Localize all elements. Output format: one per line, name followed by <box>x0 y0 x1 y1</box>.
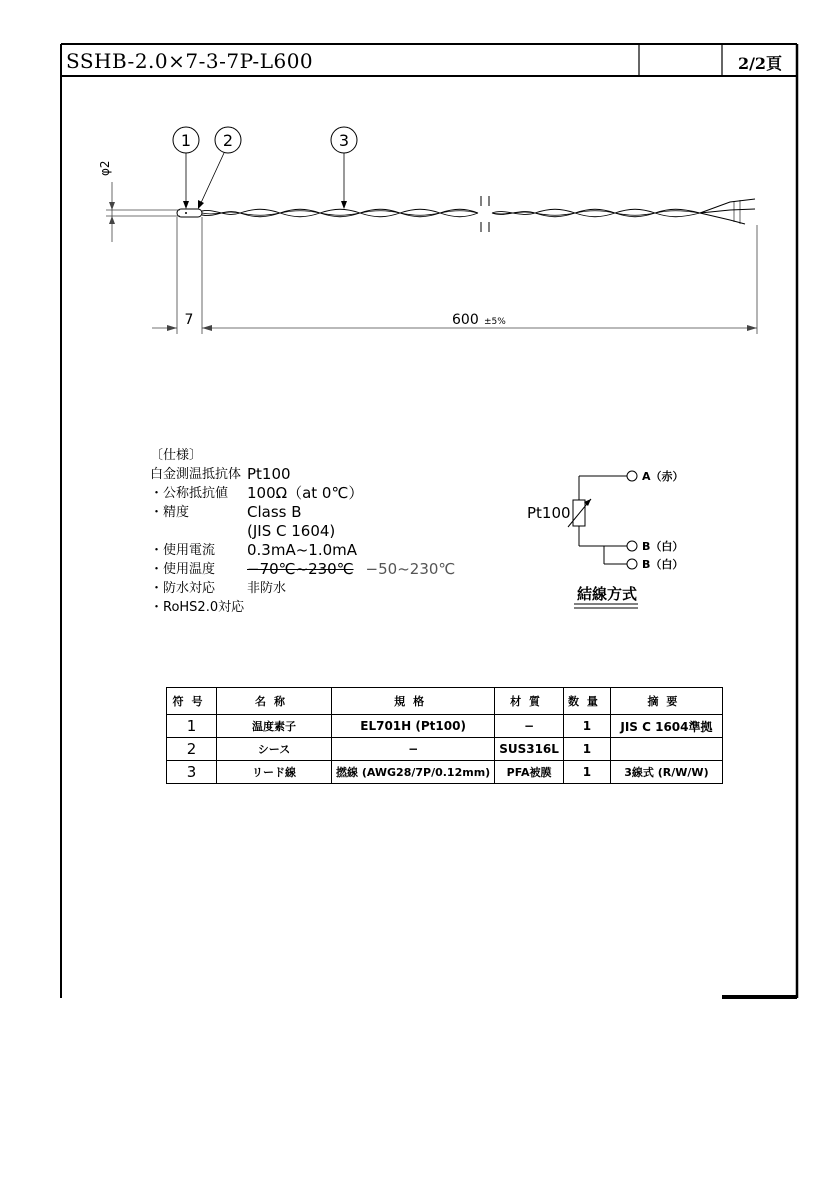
cell-material: PFA被膜 <box>495 761 564 784</box>
cell-spec: EL701H (Pt100) <box>332 715 495 738</box>
drawing-title: SSHB-2.0×7-3-7P-L600 <box>66 49 314 73</box>
cell-name: 温度素子 <box>217 715 332 738</box>
cell-material: SUS316L <box>495 738 564 761</box>
terminal-a-label: A（赤） <box>642 470 684 483</box>
cell-name: シース <box>217 738 332 761</box>
cell-quantity: 1 <box>563 761 610 784</box>
header-remarks: 摘要 <box>610 688 722 715</box>
cell-spec: − <box>332 738 495 761</box>
header-name: 名称 <box>217 688 332 715</box>
dim-total-length: 600 <box>452 312 479 328</box>
cell-symbol: 1 <box>167 715 217 738</box>
wiring-caption: 結線方式 <box>577 585 638 603</box>
cell-remarks: 3線式 (R/W/W) <box>610 761 722 784</box>
parts-table <box>166 687 723 784</box>
cell-quantity: 1 <box>563 738 610 761</box>
cell-remarks <box>610 738 722 761</box>
dim-tolerance: ±5% <box>484 317 506 327</box>
terminal-b2-label: B（白） <box>642 558 684 571</box>
parts-header-row <box>167 688 723 715</box>
drawing-sheet: 1 2 3 φ2 7 600 ±5% Pt100 A（赤） B（白） B（白） SSHB-2.0×7-3-7P-L600 2/2頁 〔仕様〕 白金測温抵抗体 Pt100 ・公称抵抗値 100Ω（at 0℃） ・精度 Class B (JIS C 1604) ・使用電流 0.3mA~1.0mA ・使用温度 −70℃~230℃ −50~230℃ ・防水対応 非防水 ・RoHS2.0対応 結線方式 符号 名称 規格 材質 数量 摘要 1 温度素子 EL701H (Pt100) − 1 JIS C 1604準拠 2 シース − SUS316L 1 3 リード線 撚線 (AWG28/7P/0.12mm) PFA被膜 1 3線式 (R/W/W) <box>0 0 835 1181</box>
table-row <box>167 761 723 784</box>
cell-name: リード線 <box>217 761 332 784</box>
diameter-label: φ2 <box>98 160 112 176</box>
header-quantity: 数量 <box>563 688 610 715</box>
new-temperature-range: −50~230℃ <box>365 560 456 578</box>
cell-material: − <box>495 715 564 738</box>
table-row <box>167 738 723 761</box>
header-spec: 規格 <box>332 688 495 715</box>
balloon-2: 2 <box>222 131 234 150</box>
header-symbol: 符号 <box>167 688 217 715</box>
terminal-b1-label: B（白） <box>642 540 684 553</box>
table-row <box>167 715 723 738</box>
cell-symbol: 2 <box>167 738 217 761</box>
wiring-element-label: Pt100 <box>527 504 571 522</box>
page-number: 2/2頁 <box>737 54 783 73</box>
cell-symbol: 3 <box>167 761 217 784</box>
dim-sheath-length: 7 <box>184 312 194 328</box>
header-material: 材質 <box>495 688 564 715</box>
cell-spec: 撚線 (AWG28/7P/0.12mm) <box>332 761 495 784</box>
balloon-3: 3 <box>338 131 350 150</box>
cell-quantity: 1 <box>563 715 610 738</box>
balloon-1: 1 <box>180 131 192 150</box>
old-temperature-range: −70℃~230℃ <box>247 560 354 578</box>
cell-remarks: JIS C 1604準拠 <box>610 715 722 738</box>
